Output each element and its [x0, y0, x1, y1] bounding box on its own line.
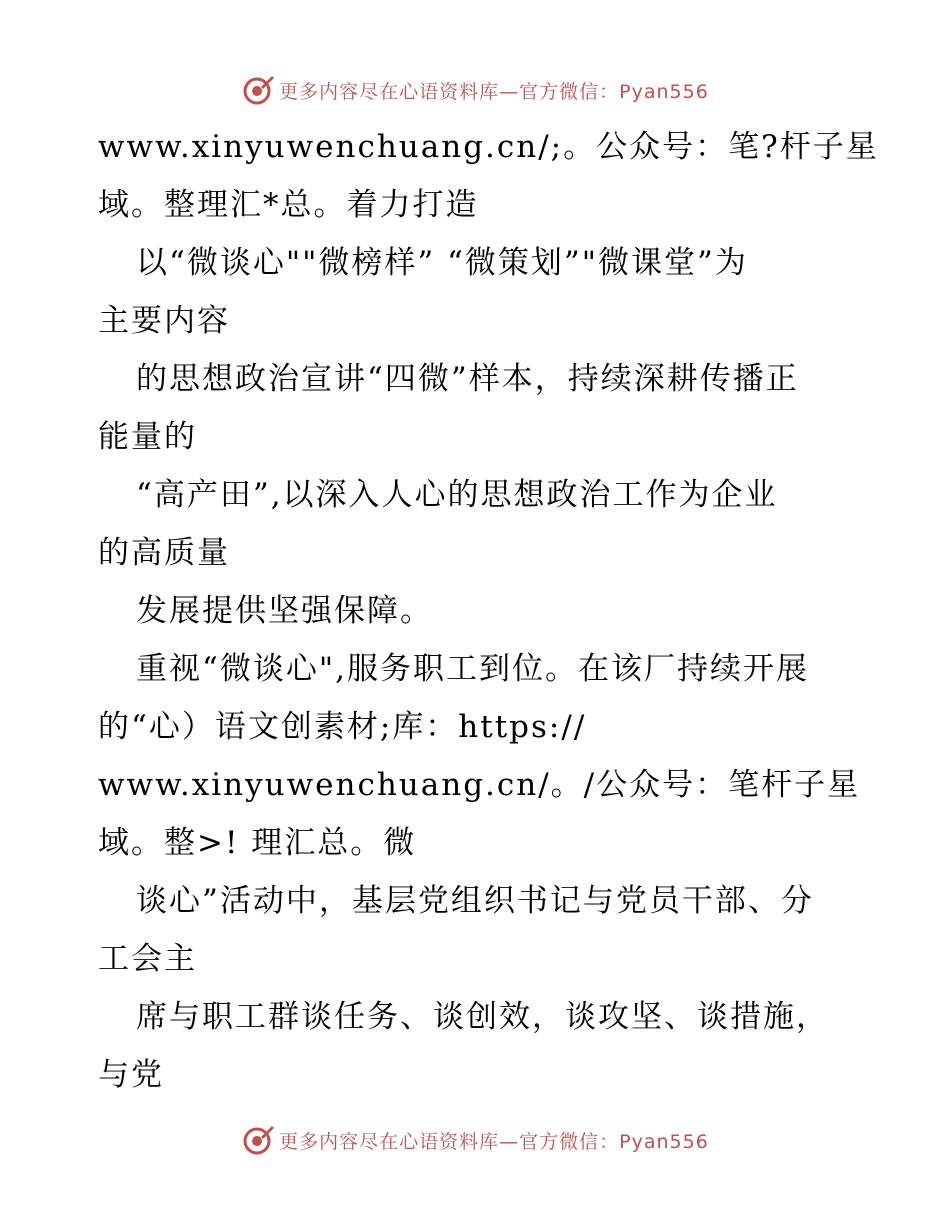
text-line: 的思想政治宣讲“四微”样本，持续深耕传播正 — [136, 361, 799, 397]
brush-logo-icon — [241, 1123, 275, 1157]
text-line: “高产田”,以深入人心的思想政治工作为企业 — [136, 477, 778, 513]
text-line: 主要内容 — [98, 303, 230, 339]
footer-banner — [0, 1120, 950, 1160]
header-banner-text: 更多内容尽在心语资料库—官方微信：Pyan556 — [279, 80, 709, 103]
text-line: www.xinyuwenchuang.cn/;。公众号：笔?杆子星 — [98, 129, 879, 165]
text-line: 工会主 — [98, 941, 197, 977]
text-line: 能量的 — [98, 419, 197, 455]
footer-banner-text: 更多内容尽在心语资料库—官方微信：Pyan556 — [279, 1130, 709, 1153]
text-line: 席与职工群谈任务、谈创效，谈攻坚、谈措施， — [136, 999, 829, 1035]
text-line: www.xinyuwenchuang.cn/。/公众号：笔杆子星 — [98, 767, 861, 803]
text-line: 域。整理汇*总。着力打造 — [98, 187, 479, 223]
text-line: 谈心”活动中，基层党组织书记与党员干部、分 — [136, 883, 814, 919]
text-line: 域。整>! 理汇总。微 — [98, 825, 417, 861]
document-body — [98, 118, 879, 1104]
text-line: 以“微谈心""微榜样” “微策划”"微课堂”为 — [136, 245, 748, 281]
text-line: 与党 — [98, 1057, 164, 1093]
text-line: 发展提供坚强保障。 — [136, 593, 433, 629]
text-line: 的“心）语文创素材;库：https:// — [98, 709, 587, 745]
text-line: 的高质量 — [98, 535, 230, 571]
header-banner — [0, 70, 950, 110]
text-line: 重视“微谈心",服务职工到位。在该厂持续开展 — [136, 651, 809, 687]
brush-logo-icon — [241, 73, 275, 107]
